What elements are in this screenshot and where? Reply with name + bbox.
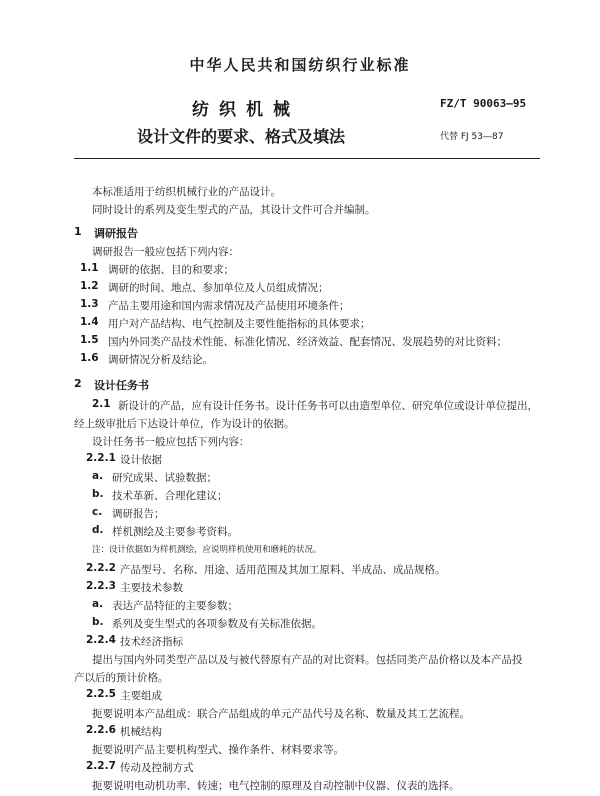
item-2-2-6-text: 扼要说明产品主要机构型式、操作条件、材料要求等。 — [92, 744, 344, 756]
item-d-marker: d. — [92, 524, 104, 536]
item-2-2-7-text: 扼要说明电动机功率、转速；电气控制的原理及自动控制中仪器、仪表的选择。 — [92, 780, 460, 792]
item-2-2-1-number: 2.2.1 — [86, 452, 116, 464]
item-1-5-number: 1.5 — [80, 334, 99, 346]
item-2-2-5-text: 扼要说明本产品组成：联合产品组成的单元产品代号及名称、数量及其工艺流程。 — [92, 708, 470, 720]
item-2-1-line-1: 新设计的产品，应有设计任务书。设计任务书可以由造型单位、研究单位或设计单位提出， — [118, 400, 538, 412]
item-2-2-4-line-2: 产以后的预计价格。 — [74, 672, 169, 684]
item-1-3-text: 产品主要用途和国内需求情况及产品使用环境条件； — [108, 300, 350, 312]
section-1-lead: 调研报告一般应包括下列内容： — [92, 246, 239, 258]
item-b-text: 技术革新、合理化建议； — [112, 490, 228, 502]
title-line-2: 设计文件的要求、格式及填法 — [137, 127, 346, 146]
item-2-2-7-number: 2.2.7 — [86, 760, 116, 772]
intro-line-1: 本标准适用于纺织机械行业的产品设计。 — [92, 186, 281, 198]
item-b-marker: b. — [92, 488, 104, 500]
intro-line-2: 同时设计的系列及变生型式的产品，其设计文件可合并编制。 — [92, 204, 376, 216]
title-line-1: 纺织机械 — [192, 100, 300, 120]
item-2-2-4-title: 技术经济指标 — [120, 636, 183, 648]
item-1-3-number: 1.3 — [80, 298, 99, 310]
item-1-4-number: 1.4 — [80, 316, 99, 328]
replaces-standard: 代替 FJ 53—87 — [440, 132, 504, 142]
item-1-4-text: 用户对产品结构、电气控制及主要性能指标的具体要求； — [108, 318, 371, 330]
item-2-2-2-text: 产品型号、名称、用途、适用范围及其加工原料、半成品、成品规格。 — [120, 564, 446, 576]
item-2-2-3-a-marker: a. — [92, 598, 104, 610]
item-2-2-3-b-text: 系列及变生型式的各项参数及有关标准依据。 — [112, 618, 322, 630]
item-2-2-2-number: 2.2.2 — [86, 562, 116, 574]
item-2-2-6-title: 机械结构 — [120, 726, 162, 738]
item-2-2-3-b-marker: b. — [92, 616, 104, 628]
item-1-6-number: 1.6 — [80, 352, 99, 364]
section-2-title: 设计任务书 — [94, 379, 149, 392]
header-rule — [74, 158, 540, 159]
item-a-marker: a. — [92, 470, 104, 482]
item-a-text: 研究成果、试验数据； — [112, 472, 217, 484]
item-1-2-number: 1.2 — [80, 280, 99, 292]
item-d-text: 样机测绘及主要参考资料。 — [112, 526, 238, 538]
item-2-1-number: 2.1 — [92, 398, 111, 410]
item-2-2-3-number: 2.2.3 — [86, 580, 116, 592]
item-c-marker: c. — [92, 506, 103, 518]
item-2-2-4-number: 2.2.4 — [86, 634, 116, 646]
item-2-2-3-a-text: 表达产品特征的主要参数； — [112, 600, 238, 612]
item-1-5-text: 国内外同类产品技术性能、标准化情况、经济效益、配套情况、发展趋势的对比资料； — [108, 336, 507, 348]
section-2-number: 2 — [74, 377, 82, 390]
item-2-2-3-title: 主要技术参数 — [120, 582, 183, 594]
item-2-2-7-title: 传动及控制方式 — [120, 762, 194, 774]
item-1-6-text: 调研情况分析及结论。 — [108, 354, 213, 366]
section-1-title: 调研报告 — [94, 227, 138, 240]
section-1-number: 1 — [74, 225, 82, 238]
section-2-lead: 设计任务书一般应包括下列内容： — [92, 436, 250, 448]
item-2-1-line-2: 经上级审批后下达设计单位，作为设计的依据。 — [74, 418, 295, 430]
issuing-body: 中华人民共和国纺织行业标准 — [189, 56, 411, 74]
item-2-2-6-number: 2.2.6 — [86, 724, 116, 736]
item-2-2-1-title: 设计依据 — [120, 454, 162, 466]
item-1-1-text: 调研的依据、目的和要求； — [108, 264, 234, 276]
item-2-2-5-title: 主要组成 — [120, 690, 162, 702]
standard-number: FZ/T 90063—95 — [440, 97, 527, 110]
item-1-1-number: 1.1 — [80, 262, 99, 274]
item-2-2-4-line-1: 提出与国内外同类型产品以及与被代替原有产品的对比资料。包括同类产品价格以及本产品投 — [92, 654, 523, 666]
item-c-text: 调研报告； — [112, 508, 165, 520]
note-2-2-1: 注：设计依据如为样机测绘，应说明样机使用和磨耗的状况。 — [92, 545, 322, 555]
item-2-2-5-number: 2.2.5 — [86, 688, 116, 700]
item-1-2-text: 调研的时间、地点、参加单位及人员组成情况； — [108, 282, 329, 294]
